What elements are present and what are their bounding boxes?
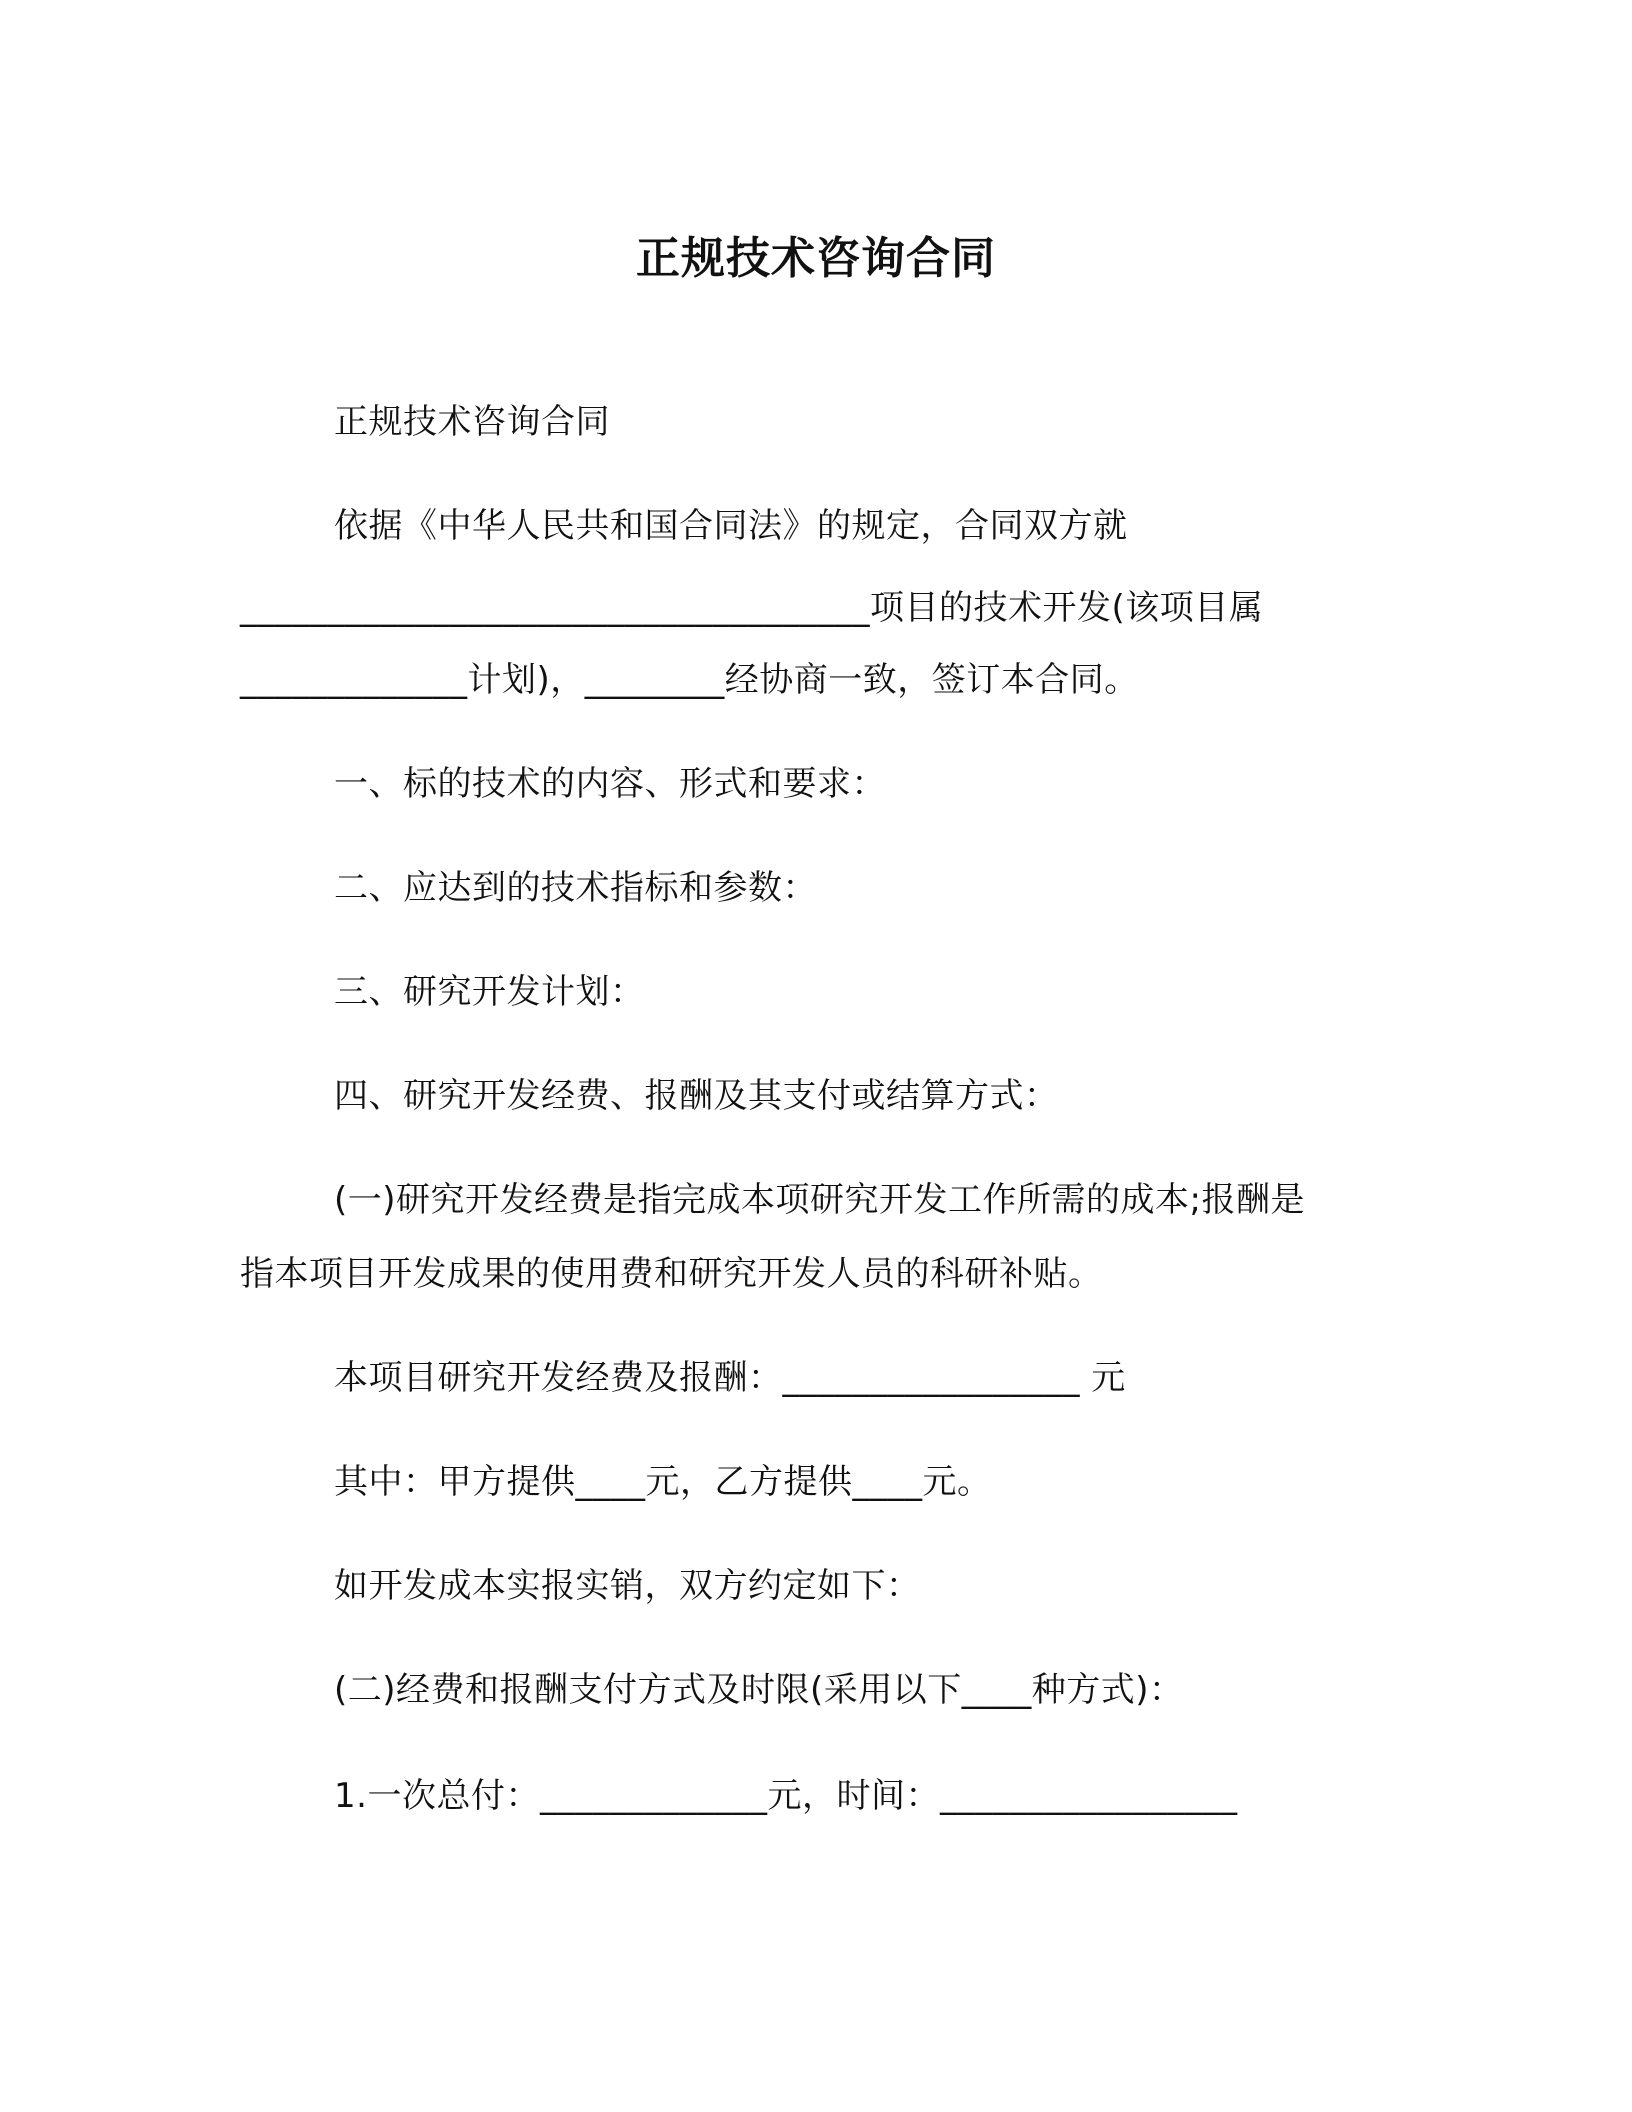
section-1-heading: 一、标的技术的内容、形式和要求： <box>334 764 886 804</box>
intro-paragraph: 依据《中华人民共和国合同法》的规定，合同双方就 <box>334 506 1128 546</box>
total-funding-line: 本项目研究开发经费及报酬：_________________ 元 <box>334 1358 1126 1398</box>
payment-method-heading: (二)经费和报酬支付方式及时限(采用以下____种方式)： <box>334 1670 1184 1710</box>
funding-definition-paragraph: (一)研究开发经费是指完成本项研究开发工作所需的成本;报酬是 <box>334 1180 1305 1220</box>
funding-definition-continuation: 指本项目开发成果的使用费和研究开发人员的科研补贴。 <box>240 1254 1103 1294</box>
funding-split-line: 其中：甲方提供____元，乙方提供____元。 <box>334 1462 992 1502</box>
section-4-heading: 四、研究开发经费、报酬及其支付或结算方式： <box>334 1076 1059 1116</box>
intro-continuation-1: ____________________________________项目的技术开发(该项目属 <box>240 588 1264 628</box>
lump-sum-payment-line: 1.一次总付：_____________元，时间：_________________ <box>334 1776 1238 1816</box>
page-title: 正规技术咨询合同 <box>636 233 996 284</box>
section-2-heading: 二、应达到的技术指标和参数： <box>334 868 817 908</box>
subtitle-paragraph: 正规技术咨询合同 <box>334 402 610 442</box>
section-3-heading: 三、研究开发计划： <box>334 972 645 1012</box>
intro-continuation-2: _____________计划)，________经协商一致，签订本合同。 <box>240 660 1139 700</box>
reimbursement-line: 如开发成本实报实销，双方约定如下： <box>334 1566 921 1606</box>
